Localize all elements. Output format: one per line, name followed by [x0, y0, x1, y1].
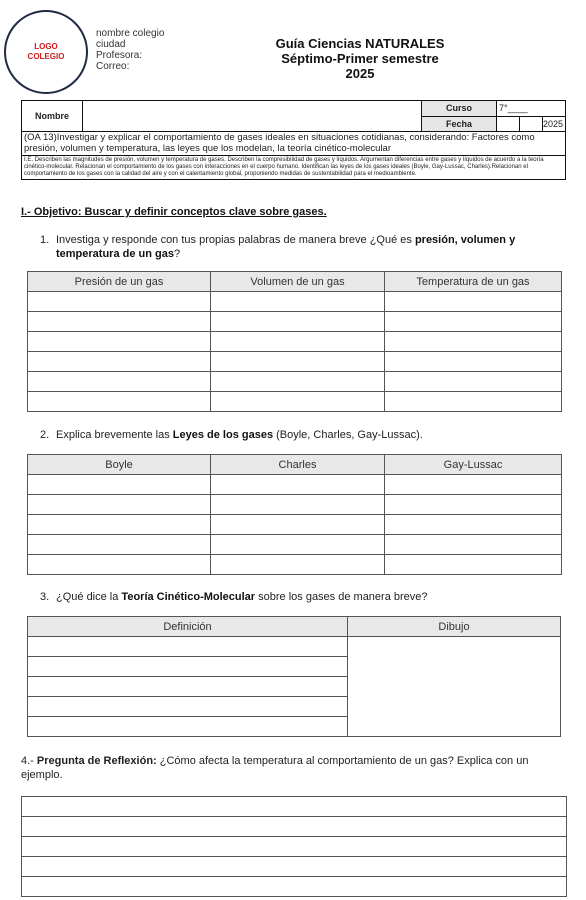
answer-cell[interactable] [28, 495, 211, 515]
col-dibujo: Dibujo [348, 617, 561, 637]
answer-line[interactable] [22, 837, 567, 857]
table-row [28, 495, 562, 515]
answer-cell[interactable] [28, 332, 211, 352]
question-1-bold: presión, volumen y temperatura de un gas [56, 234, 516, 260]
col-volumen: Volumen de un gas [211, 272, 385, 292]
answer-cell[interactable] [385, 475, 562, 495]
answer-cell[interactable] [28, 515, 211, 535]
curso-field[interactable]: 7°____ [499, 103, 528, 114]
answer-cell[interactable] [211, 332, 385, 352]
table-row [28, 352, 562, 372]
answer-cell[interactable] [385, 515, 562, 535]
document-title [230, 36, 490, 81]
table-q3-definition [27, 616, 348, 737]
table-row [22, 797, 567, 817]
table-row [28, 637, 348, 657]
table-row [28, 475, 562, 495]
learning-objective: (OA 13)Investigar y explicar el comportamiento de gases ideales en situaciones cotidianas, considerando: Factores como presión, volumen y temperatura, las leyes que los modelan, la teoría cinético-molecular [22, 132, 565, 156]
table-row [28, 535, 562, 555]
title-line-3: 2025 [345, 66, 375, 81]
answer-cell[interactable] [28, 535, 211, 555]
table-row [28, 292, 562, 312]
table-q2 [27, 454, 562, 575]
drawing-area[interactable] [348, 637, 561, 737]
logo-line-2: COLEGIO [27, 52, 65, 61]
table-row [22, 837, 567, 857]
question-3-text-a: ¿Qué dice la [56, 591, 122, 603]
answer-cell[interactable] [211, 392, 385, 412]
answer-cell[interactable] [385, 495, 562, 515]
title-line-2: Séptimo-Primer semestre [281, 51, 439, 66]
fecha-year: 2025 [542, 118, 564, 129]
answer-cell[interactable] [211, 312, 385, 332]
student-info-table [21, 100, 566, 180]
answer-cell[interactable] [211, 495, 385, 515]
answer-cell[interactable] [211, 555, 385, 575]
answer-cell[interactable] [385, 332, 562, 352]
fecha-day-field[interactable] [497, 117, 520, 132]
table-row [28, 332, 562, 352]
email-label: Correo: [96, 61, 130, 72]
school-city: ciudad [96, 39, 126, 50]
school-info [96, 28, 164, 72]
answer-cell[interactable] [211, 475, 385, 495]
answer-cell[interactable] [385, 372, 562, 392]
table-row [28, 312, 562, 332]
evaluation-indicators: I.E. Describen las magnitudes de presión, volumen y temperatura de gases. Describen la compresibilidad de gases y líquidos. Argumentan diferencias entre gases y líquidos de acuerdo a la teoría cinético-molecular. Relacionan el comportamiento de los gases con interacciones en el cuerpo humano. Identifican las leyes de los gases ideales (Boyle, Gay-Lussac, Charles).Relacionan el comportamiento de los gases con la calidad del aire y con el calentamiento global, proponiendo medidas de sustentabilidad para el medioambiente. [24, 157, 544, 177]
col-boyle: Boyle [28, 455, 211, 475]
answer-line[interactable] [22, 877, 567, 897]
question-1-number: 1. [40, 234, 50, 246]
question-2-text [56, 428, 566, 442]
answer-cell[interactable] [28, 555, 211, 575]
table-row [22, 877, 567, 897]
question-1-text-b: ? [173, 248, 181, 260]
answer-cell[interactable] [28, 292, 211, 312]
table-row [28, 697, 348, 717]
school-logo [4, 10, 88, 94]
question-3-bold: Teoría Cinético-Molecular [121, 591, 256, 603]
answer-cell[interactable] [28, 312, 211, 332]
table-row [28, 717, 348, 737]
table-q3-drawing [347, 616, 561, 737]
nombre-field[interactable] [83, 101, 422, 131]
question-2-bold: Leyes de los gases [172, 429, 274, 441]
answer-cell[interactable] [28, 717, 348, 737]
answer-line[interactable] [22, 817, 567, 837]
title-line-1: Guía Ciencias NATURALES [275, 36, 445, 51]
table-row [28, 515, 562, 535]
table-q1 [27, 271, 562, 412]
answer-cell[interactable] [211, 535, 385, 555]
question-4-bold: Pregunta de Reflexión: [36, 755, 157, 767]
section-objective-title: I.- Objetivo: Buscar y definir conceptos clave sobre gases. [21, 206, 327, 218]
question-2-text-b: (Boyle, Charles, Gay-Lussac). [273, 429, 423, 441]
answer-cell[interactable] [385, 312, 562, 332]
question-4-number: 4.- [21, 755, 37, 767]
col-definicion: Definición [28, 617, 348, 637]
table-row [28, 555, 562, 575]
answer-cell[interactable] [28, 657, 348, 677]
table-row [28, 372, 562, 392]
table-row [28, 677, 348, 697]
answer-cell[interactable] [28, 637, 348, 657]
answer-cell[interactable] [385, 555, 562, 575]
question-3-text-b: sobre los gases de manera breve? [255, 591, 428, 603]
answer-cell[interactable] [211, 515, 385, 535]
answer-cell[interactable] [385, 292, 562, 312]
answer-cell[interactable] [385, 535, 562, 555]
nombre-label: Nombre [22, 101, 83, 131]
fecha-label: Fecha [422, 117, 497, 132]
answer-cell[interactable] [211, 292, 385, 312]
table-row [22, 857, 567, 877]
table-row [22, 817, 567, 837]
question-1-text-a: Investiga y responde con tus propias palabras de manera breve ¿Qué es [56, 234, 415, 246]
question-2-number: 2. [40, 429, 50, 441]
answer-cell[interactable] [28, 372, 211, 392]
table-q4 [21, 796, 567, 897]
answer-cell[interactable] [385, 392, 562, 412]
col-presion: Presión de un gas [28, 272, 211, 292]
table-row [28, 657, 348, 677]
question-3-text [56, 590, 566, 604]
answer-line[interactable] [22, 857, 567, 877]
question-1-text [56, 233, 566, 261]
answer-cell[interactable] [28, 697, 348, 717]
answer-line[interactable] [22, 797, 567, 817]
col-temperatura: Temperatura de un gas [385, 272, 562, 292]
table-row [28, 392, 562, 412]
col-charles: Charles [211, 455, 385, 475]
question-2-text-a: Explica brevemente las [56, 429, 173, 441]
teacher-label: Profesora: [96, 50, 143, 61]
answer-cell[interactable] [28, 352, 211, 372]
question-4-body: ¿Cómo afecta la temperatura al comportamiento de un gas? Explica con un ejemplo. [21, 755, 529, 781]
answer-cell[interactable] [28, 392, 211, 412]
fecha-month-field[interactable] [520, 117, 543, 132]
answer-cell[interactable] [28, 677, 348, 697]
logo-line-1: LOGO [34, 42, 58, 51]
answer-cell[interactable] [211, 372, 385, 392]
answer-cell[interactable] [211, 352, 385, 372]
answer-cell[interactable] [385, 352, 562, 372]
school-name: nombre colegio [96, 28, 165, 39]
curso-label: Curso [422, 101, 497, 116]
question-4-text [21, 754, 561, 782]
question-3-number: 3. [40, 591, 50, 603]
col-gay-lussac: Gay-Lussac [385, 455, 562, 475]
answer-cell[interactable] [28, 475, 211, 495]
